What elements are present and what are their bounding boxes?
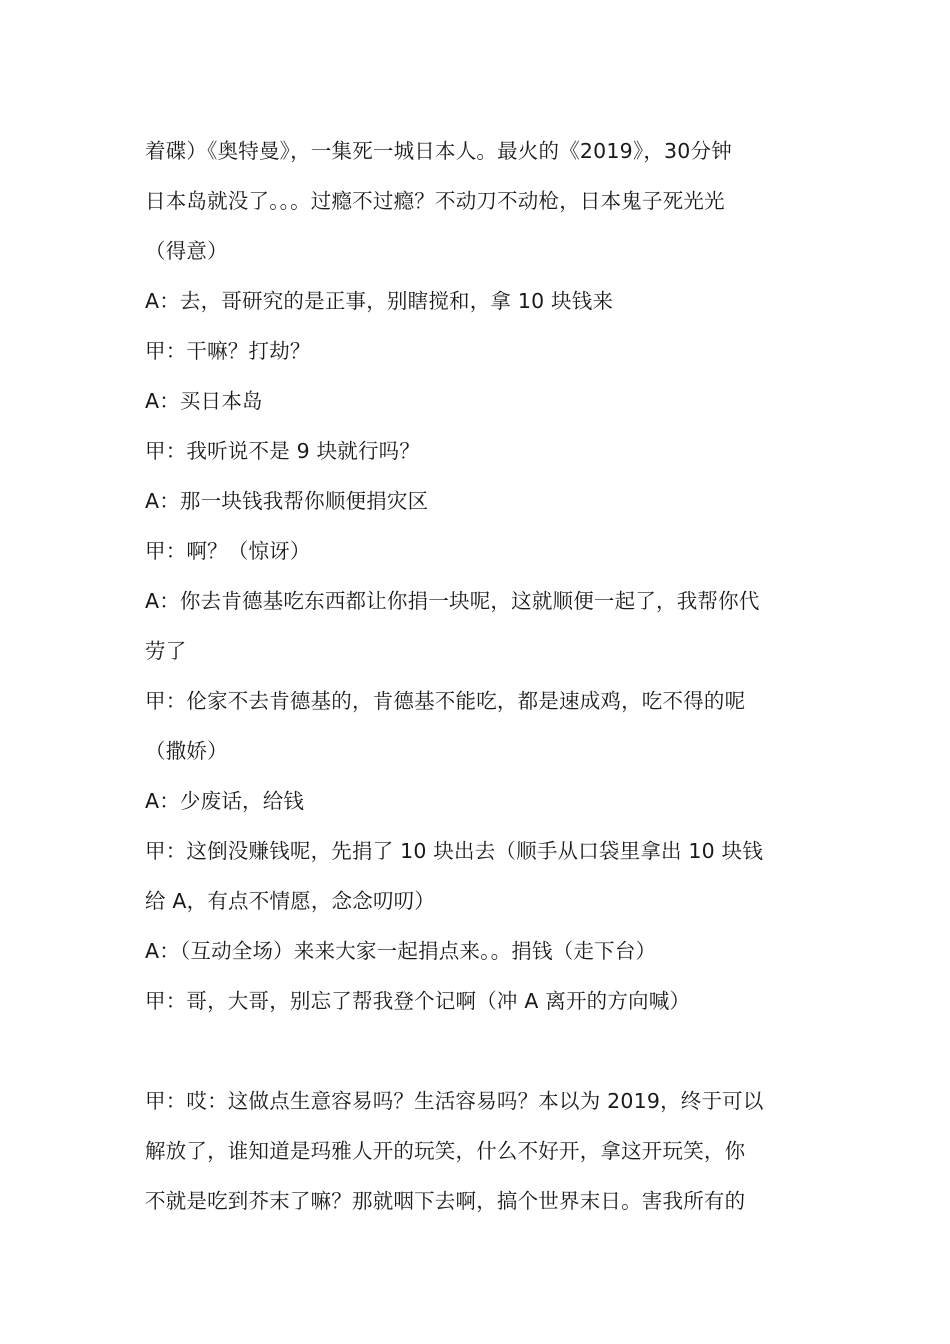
text-line: （得意）: [145, 239, 228, 263]
dialogue-line: 甲：哎：这做点生意容易吗？生活容易吗？本以为 2019，终于可以: [145, 1089, 764, 1113]
dialogue-line: 甲：干嘛？打劫？: [145, 339, 311, 363]
dialogue-line: 不就是吃到芥末了嘛？那就咽下去啊，搞个世界末日。害我所有的: [145, 1189, 746, 1213]
blank-line: [145, 1026, 810, 1076]
dialogue-line: 甲：哥，大哥，别忘了帮我登个记啊（冲 A 离开的方向喊）: [145, 989, 691, 1013]
dialogue-line: A：少废话，给钱: [145, 789, 305, 813]
text-line: 日本岛就没了。。。过瘾不过瘾？不动刀不动枪，日本鬼子死光光: [145, 189, 725, 213]
dialogue-line: （撒娇）: [145, 739, 228, 763]
dialogue-line: A：（互动全场）来来大家一起捐点来。。捐钱（走下台）: [145, 939, 657, 963]
dialogue-line: 甲：伦家不去肯德基的，肯德基不能吃，都是速成鸡，吃不得的呢: [145, 689, 746, 713]
text-line: 着碟）《奥特曼》，一集死一城日本人。最火的《2019》，30分钟: [145, 139, 732, 163]
dialogue-line: 解放了，谁知道是玛雅人开的玩笑，什么不好开，拿这开玩笑，你: [145, 1139, 746, 1163]
dialogue-line: A：那一块钱我帮你顺便捐灾区: [145, 489, 429, 513]
dialogue-line: 给 A，有点不情愿，念念叨叨）: [145, 889, 436, 913]
dialogue-line: 甲：我听说不是 9 块就行吗？: [145, 439, 421, 463]
document-body: [145, 126, 810, 1226]
dialogue-line: A：买日本岛: [145, 389, 263, 413]
dialogue-line: 甲：啊？（惊讶）: [145, 539, 311, 563]
dialogue-line: A：去，哥研究的是正事，别瞎搅和，拿 10 块钱来: [145, 289, 614, 313]
dialogue-line: 甲：这倒没赚钱呢，先捐了 10 块出去（顺手从口袋里拿出 10 块钱: [145, 839, 764, 863]
dialogue-line: 劳了: [145, 639, 187, 663]
dialogue-line: A：你去肯德基吃东西都让你捐一块呢，这就顺便一起了，我帮你代: [145, 589, 760, 613]
